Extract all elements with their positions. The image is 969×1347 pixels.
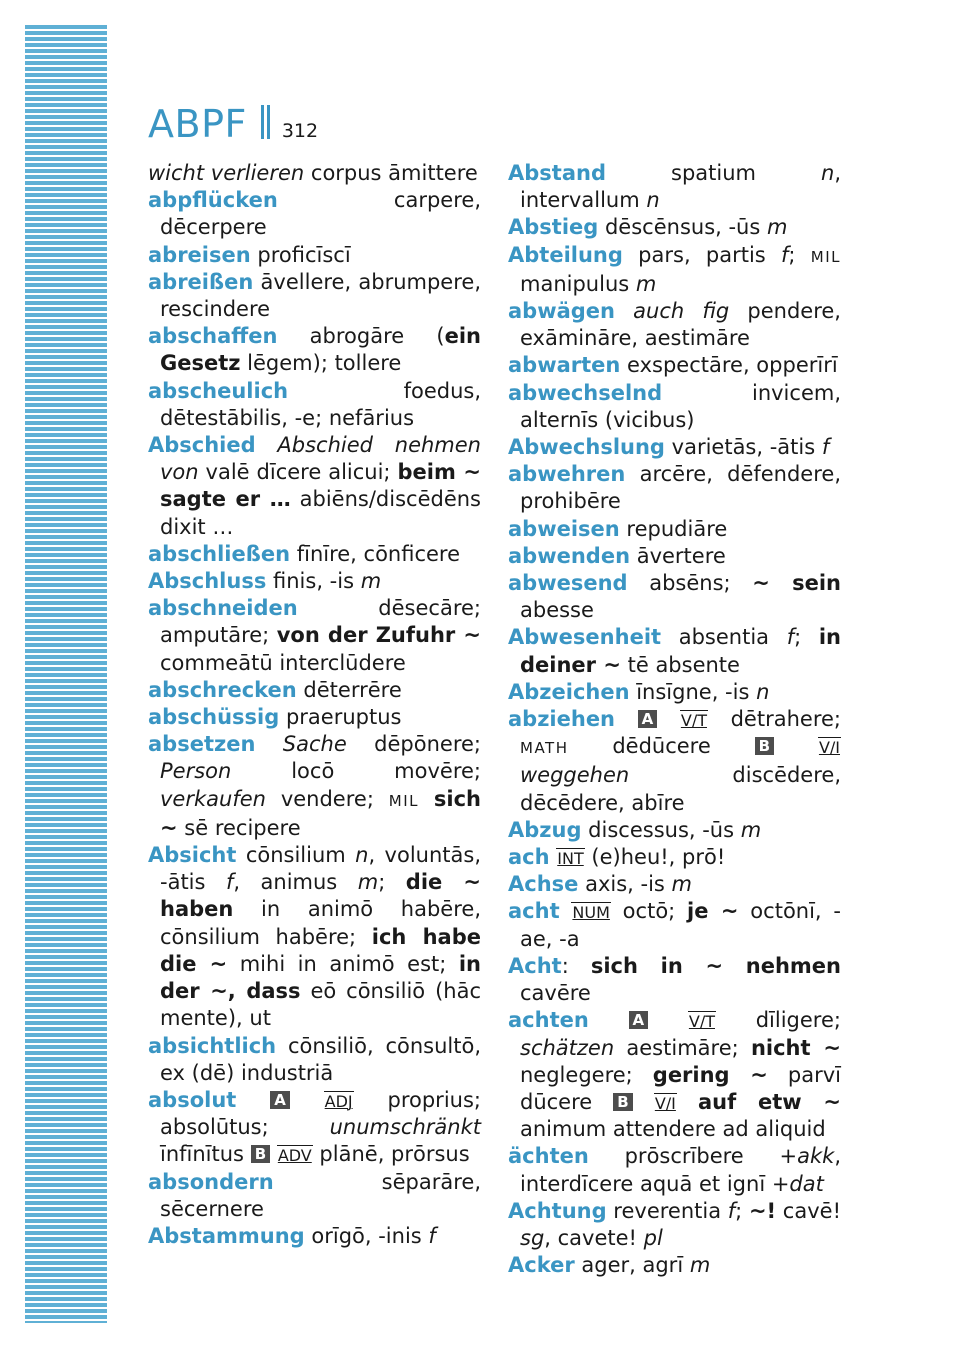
dictionary-entry [508,871,841,898]
entry-text: discessus, -ūs [581,817,741,842]
section-marker: A [270,1091,290,1109]
grammar-tag: V/T [688,1012,715,1032]
dictionary-entry [148,595,481,677]
dictionary-entry [148,432,481,541]
entry-text: neglegere; [520,1062,653,1087]
headword: abschüssig [148,705,280,730]
entry-text: axis, -is [578,872,672,897]
entry-text: īnfīnītus [160,1142,251,1167]
section-marker: B [755,737,774,755]
header-letters: ABPF [148,102,247,146]
dictionary-entry [508,160,841,214]
entry-text: , interdīcere aquā et ignī [520,1144,841,1196]
entry-text: īnsīgne, -is [629,679,757,704]
entry-text: ; [378,870,406,895]
dictionary-entry [508,214,841,241]
entry-text: sē recipere [177,815,301,840]
headword: Abschied [148,433,256,458]
entry-text: aestimāre; [614,1035,751,1060]
headword: Achtung [508,1198,607,1223]
entry-text: mihi in animō est; [227,951,459,976]
entry-text: corpus āmittere [304,161,478,185]
entry-text [615,707,638,731]
italic-label: Sache [282,732,347,757]
entry-text: āvertere [630,543,726,568]
headword: Achse [508,872,579,897]
header-divider [267,105,270,139]
italic-label: f [428,1223,436,1248]
bold-phrase: nicht ~ [750,1035,841,1060]
dictionary-entry [508,543,841,570]
entry-text [589,1008,629,1032]
dictionary-entry [508,1007,841,1143]
dictionary-entry [508,1252,841,1279]
headword: Abzeichen [508,679,630,704]
entry-text: tē absente [620,652,740,677]
entry-text: foedus, dētestābilis, -e; nefārius [160,378,481,430]
italic-label: pl [643,1225,663,1250]
dictionary-entry [508,624,841,678]
italic-label: weggehen [520,763,630,788]
headword: absichtlich [148,1033,277,1058]
italic-label: m [766,215,788,240]
entry-text: in animō habēre, cōnsilium habēre; [160,897,481,949]
dictionary-entry [508,898,841,952]
bold-phrase: ~ sein [752,571,841,596]
entry-text: manipulus [520,271,636,296]
italic-label: +dat [771,1171,824,1196]
dictionary-entry [148,160,481,187]
dictionary-entry [508,516,841,543]
entry-text: dīligere; [716,1008,841,1033]
italic-label: n [821,161,835,185]
dictionary-entry [148,541,481,568]
italic-label: Abschied nehmen von [160,433,481,485]
field-label: MIL [388,791,419,810]
entry-text: dētrahere; [707,707,841,732]
entry-text: , cavete! [544,1225,644,1250]
entry-text [270,1142,277,1166]
dictionary-entry [508,352,841,379]
bold-phrase: je ~ [687,899,739,924]
entry-text: invicem, alternīs (vicibus) [520,380,841,432]
entry-text: prōscrībere [588,1144,780,1169]
italic-label: f [727,1198,736,1223]
entry-text: octōnī, -ae, -a [520,899,841,951]
dictionary-entry [508,570,841,624]
entry-text [419,787,434,811]
bold-phrase: von der Zufuhr ~ [276,623,481,648]
section-marker: A [638,710,658,728]
dictionary-entry [148,378,481,432]
entry-text: proprius; absolūtus; [160,1087,481,1140]
entry-text [615,299,633,323]
italic-label: wicht verlieren [148,161,305,185]
entry-text: parvī dūcere [520,1062,841,1114]
italic-label: auch fig [633,299,730,324]
dictionary-entry [508,434,841,461]
bold-phrase: in deiner ~ [520,625,841,677]
entry-text [236,1088,270,1112]
entry-text: ; [788,242,811,267]
headword: abreisen [148,242,251,267]
entry-text: dēpōnere; [346,732,481,757]
section-marker: B [251,1145,270,1163]
dictionary-entry [508,1143,841,1197]
italic-label: sg [520,1225,545,1250]
entry-text: : [561,953,591,978]
entry-text: orīgō, -inis [304,1223,429,1248]
italic-label: m [740,817,762,842]
italic-label: verkaufen [160,786,266,811]
right-column [508,160,841,1279]
left-column [148,160,481,1250]
dictionary-entry [148,731,481,842]
headword: absetzen [148,732,256,757]
headword: Absicht [148,843,237,868]
page-header [148,102,318,158]
dictionary-entry [148,704,481,731]
italic-label: n [355,843,369,868]
headword: ächten [508,1144,589,1169]
entry-text: pendere, exāmināre, aestimāre [520,299,841,351]
headword: abschneiden [148,596,298,621]
grammar-tag: V/T [680,711,707,731]
entry-text: , voluntās, -ātis [160,843,481,895]
entry-text: reverentia [606,1198,728,1223]
entry-text [677,1090,698,1114]
headword: abschrecken [148,677,297,702]
headword: abweisen [508,516,620,541]
header-divider [261,105,264,139]
italic-label: f [225,870,234,895]
entry-text: cavēre [520,981,591,1006]
entry-text: commeātū interclūdere [160,650,406,675]
bold-phrase: ein Gesetz [160,324,481,376]
bold-phrase: beim ~ sagte er … [160,460,482,512]
italic-label: m [357,870,379,895]
dictionary-entry [508,706,841,817]
headword: Abstieg [508,215,599,240]
headword: abreißen [148,269,254,294]
headword: acht [508,899,560,924]
entry-text [648,1008,688,1032]
bold-phrase: ich habe die ~ [160,924,481,976]
entry-text: fīnīre, cōnficere [290,541,461,566]
headword: abschaffen [148,324,278,349]
italic-label: n [646,188,660,213]
entry-text: āvellere, abrumpere, rescindere [160,269,481,322]
headword: Abstand [508,161,606,185]
entry-text: proficīscī [250,242,351,267]
entry-text: ; [735,1198,749,1223]
italic-label: schätzen [520,1035,615,1060]
bold-phrase: in der ~, dass [160,951,481,1004]
entry-text [290,1088,324,1112]
bold-phrase: auf etw ~ [697,1089,841,1114]
italic-label: f [781,242,789,267]
dictionary-entry [148,242,481,269]
section-marker: A [629,1011,649,1029]
italic-label: m [635,271,657,296]
entry-text: praeruptus [279,705,402,730]
dictionary-entry [148,842,481,1032]
headword: abwesend [508,571,628,596]
section-marker: B [613,1093,632,1111]
entry-text [774,734,818,758]
dictionary-entry [508,844,841,871]
headword: abschließen [148,541,291,566]
entry-text: lēgem); tollere [240,351,402,376]
dictionary-entry [148,1087,481,1169]
dictionary-entry [148,1033,481,1087]
dictionary-entry [148,677,481,704]
field-label: MIL [810,247,841,266]
entry-text: varietās, -ātis [664,435,822,460]
entry-text: dēsecāre; amputāre; [160,596,481,648]
grammar-tag: ADV [277,1146,312,1166]
entry-text: , animus [233,870,358,895]
headword: abziehen [508,707,616,732]
entry-text: finis, -is [266,569,361,594]
dictionary-entry [508,1198,841,1252]
entry-text: plānē, prōrsus [312,1142,470,1167]
entry-text: dēscēnsus, -ūs [598,215,767,240]
dictionary-entry [148,269,481,323]
entry-text: valē dīcere alicui; [198,460,398,485]
italic-label: Person [160,759,232,784]
dictionary-entry [148,323,481,377]
headword: absolut [148,1087,237,1112]
page-number: 312 [281,120,319,142]
headword: abpflücken [148,188,278,213]
dictionary-entry [508,817,841,844]
headword: achten [508,1008,589,1033]
italic-label: unumschränkt [329,1115,481,1140]
grammar-tag: INT [557,849,584,869]
decorative-stripe-bar [25,25,107,1323]
italic-label: +akk [779,1144,835,1169]
italic-label: m [689,1253,711,1278]
entry-text [560,899,572,923]
entry-text: pars, partis [622,242,781,267]
entry-text: cōnsilium [236,843,356,868]
entry-text: absentia [661,625,787,650]
bold-phrase: die ~ haben [160,870,481,922]
entry-text [255,732,282,756]
entry-text: vendere; [265,786,389,811]
entry-text: dēdūcere [568,734,755,759]
headword: abwehren [508,462,626,487]
entry-text: ; [794,625,819,650]
headword: abwenden [508,543,631,568]
dictionary-entry [508,953,841,1007]
headword: abscheulich [148,378,289,403]
dictionary-entry [508,242,841,298]
field-label: MATH [520,739,569,758]
headword: Abstammung [148,1223,305,1248]
entry-text: eō cōnsiliō (hāc mente), ut [160,979,481,1031]
entry-text: abiēns/discēdēns dixit … [160,487,481,539]
bold-phrase: gering ~ [652,1062,768,1087]
entry-text: arcēre, dēfendere, prohibēre [520,462,841,514]
headword: Acht [508,953,562,978]
bold-phrase: ~! [748,1198,777,1223]
headword: abwarten [508,353,621,378]
entry-text: abesse [520,598,594,623]
entry-text: ager, agrī [574,1253,690,1278]
entry-text: repudiāre [619,516,728,541]
grammar-tag: ADJ [324,1091,353,1111]
headword: abwechselnd [508,380,663,405]
dictionary-entry [508,461,841,515]
entry-text: cōnsiliō, cōnsultō, ex (dē) industriā [160,1033,481,1085]
entry-text: animum attendere ad aliquid [520,1117,826,1142]
grammar-tag: V/I [654,1093,676,1113]
entry-text: dēterrēre [296,677,402,702]
italic-label: m [671,872,693,897]
headword: absondern [148,1169,274,1194]
dictionary-entry [508,380,841,434]
italic-label: f [786,625,795,650]
headword: Acker [508,1253,575,1278]
grammar-tag: V/I [818,738,840,758]
entry-text: spatium [605,161,821,185]
entry-text: , intervallum [520,161,841,213]
dictionary-entry [148,568,481,595]
dictionary-entry [148,187,481,241]
italic-label: f [821,435,830,460]
headword: Abwechslung [508,435,665,460]
entry-text: octō; [610,899,688,924]
entry-text: sēparāre, sēcernere [160,1169,481,1221]
entry-text [256,433,278,457]
entry-text: (e)heu!, prō! [584,845,726,870]
italic-label: m [360,569,382,594]
entry-text: abrogāre ( [277,324,445,349]
headword: Abteilung [508,242,623,267]
bold-phrase: sich in ~ nehmen [590,953,841,978]
bold-phrase: sich ~ [160,786,481,840]
headword: Abschluss [148,569,267,594]
headword: abwägen [508,299,615,324]
dictionary-entry [148,1169,481,1223]
headword: Abzug [508,817,582,842]
entry-text: carpere, dēcerpere [160,188,481,240]
dictionary-entry [148,1223,481,1250]
dictionary-entry [508,679,841,706]
italic-label: n [756,679,770,704]
entry-text [657,707,680,731]
headword: Abwesenheit [508,625,662,650]
entry-text: discēdere, dēcēdere, abīre [520,763,841,815]
headword: ach [508,845,550,870]
grammar-tag: NUM [572,903,610,923]
entry-text: cavē! [776,1198,841,1223]
entry-text: locō movēre; [231,759,481,784]
entry-text: absēns; [627,571,753,596]
dictionary-entry [508,298,841,352]
entry-text: exspectāre, opperīrī [620,353,838,378]
entry-text [633,1090,654,1114]
